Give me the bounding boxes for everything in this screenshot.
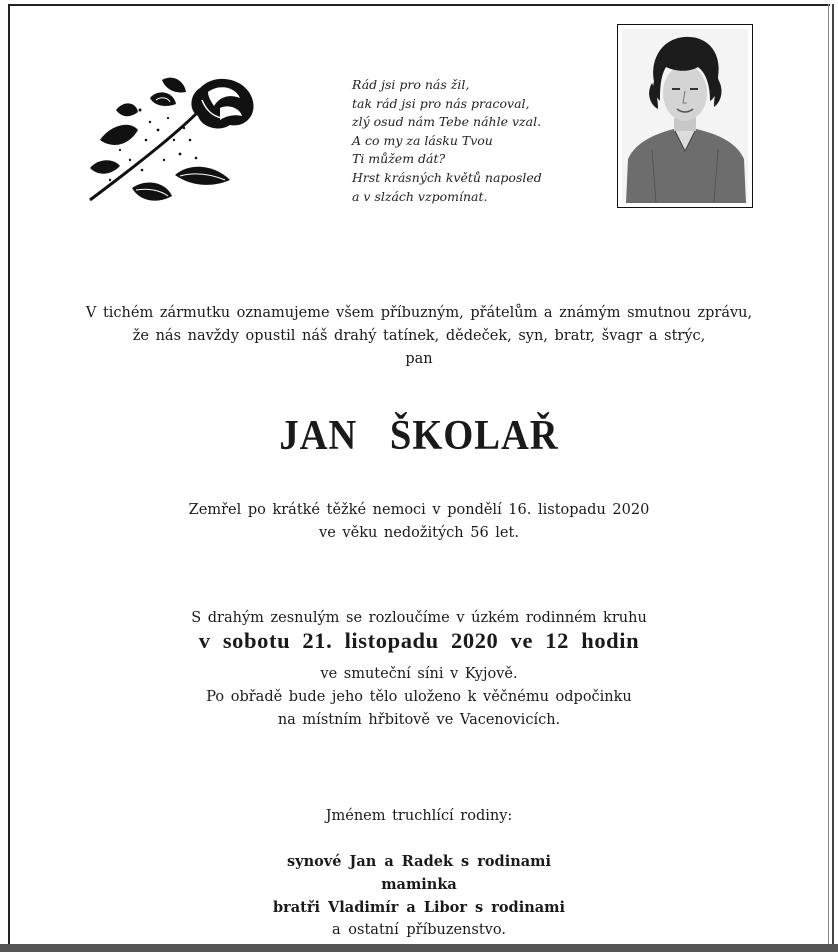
poem-line: tak rád jsi pro nás pracoval, (352, 95, 530, 111)
frame-left-border (8, 4, 10, 944)
funeral-intro: S drahým zesnulým se rozloučíme v úzkém rodinném kruhu (191, 610, 647, 626)
funeral-after-line: na místním hřbitově ve Vacenovicích. (277, 712, 561, 728)
family-member: maminka (381, 876, 457, 893)
poem-line: zlý osud nám Tebe náhle vzal. (352, 114, 542, 130)
poem-line: Hrst krásných květů naposled (352, 169, 542, 185)
poem-line: A co my za lásku Tvou (352, 132, 493, 148)
poem-line: Rád jsi pro nás žil, (352, 77, 470, 92)
family-list (0, 850, 838, 942)
funeral-details (0, 663, 838, 732)
announcement-text (0, 302, 838, 371)
death-details (0, 499, 838, 545)
frame-top-border (8, 4, 830, 6)
family-member: synové Jan a Radek s rodinami (287, 853, 551, 870)
deceased-name: JAN ŠKOLAŘ (279, 413, 559, 459)
announcement-line: pan (405, 351, 433, 367)
announcement-line: že nás navždy opustil náš drahý tatínek, dědeček, syn, bratr, švagr a strýc, (132, 328, 706, 344)
family-member: bratři Vladimír a Libor s rodinami (272, 899, 565, 916)
poem (352, 76, 592, 206)
death-line: ve věku nedožitých 56 let. (319, 525, 519, 541)
rose-icon (80, 70, 260, 220)
death-line: Zemřel po krátké těžké nemoci v pondělí 16. listopadu 2020 (188, 502, 650, 518)
family-others: a ostatní příbuzenstvo. (332, 922, 506, 938)
frame-bottom-bar (0, 944, 838, 952)
poem-line: Ti můžem dát? (352, 151, 446, 167)
funeral-after-line: Po obřadě bude jeho tělo uloženo k věčnému odpočinku (206, 689, 632, 705)
portrait-photo (617, 24, 753, 208)
poem-line: a v slzách vzpomínat. (352, 188, 488, 204)
frame-right-border (832, 4, 834, 944)
frame-right-inner-border (828, 4, 829, 944)
funeral-date: v sobotu 21. listopadu 2020 ve 12 hodin (198, 628, 640, 653)
family-heading: Jménem truchlící rodiny: (325, 808, 513, 824)
funeral-place: ve smuteční síni v Kyjově. (320, 666, 518, 682)
announcement-line: V tichém zármutku oznamujeme všem příbuzným, přátelům a známým smutnou zprávu, (85, 305, 753, 321)
